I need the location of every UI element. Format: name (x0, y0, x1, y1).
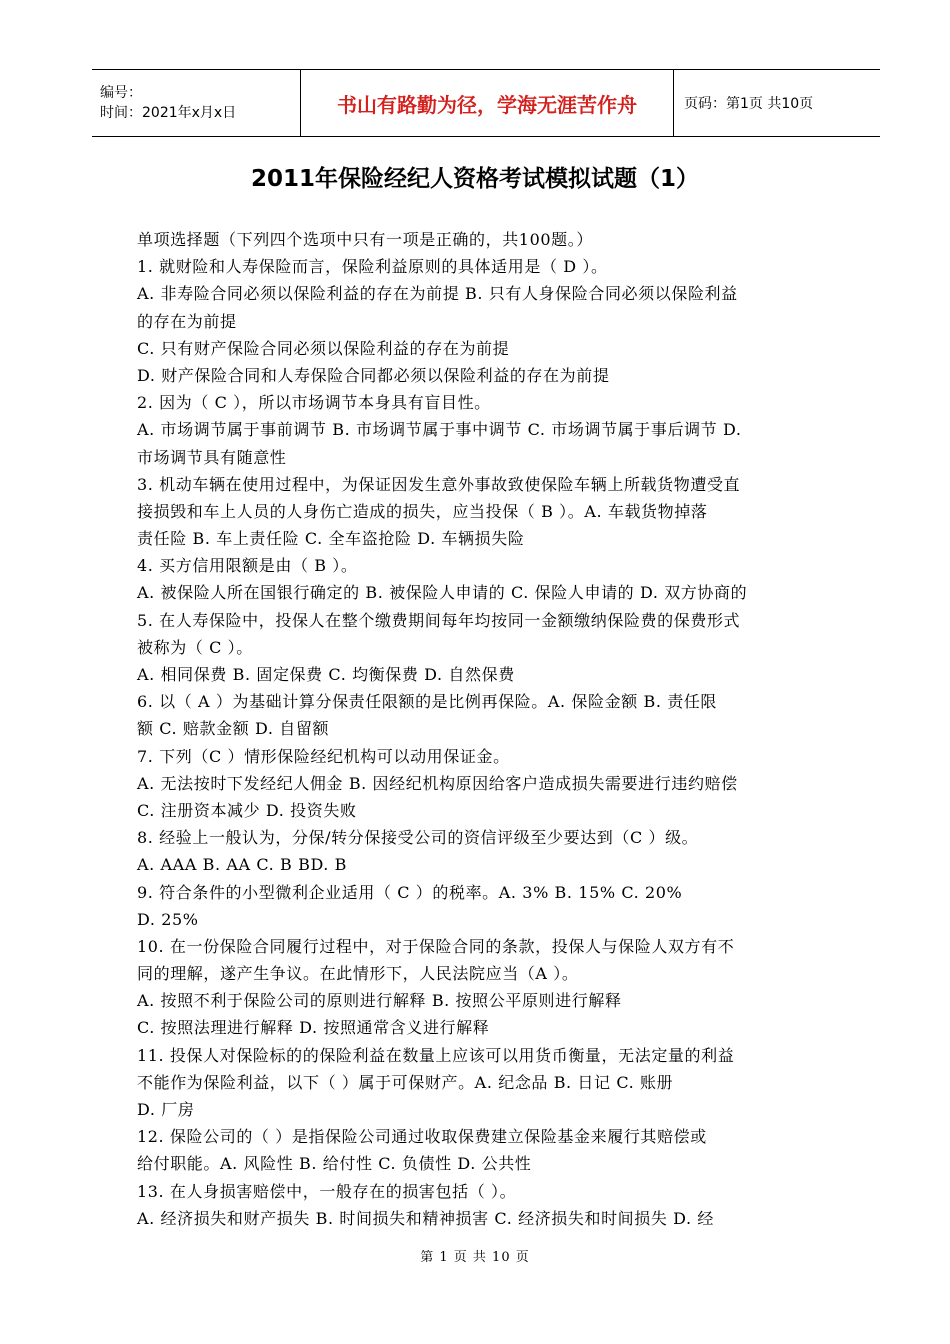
page-footer: 第 1 页 共 10 页 (420, 1250, 530, 1265)
text-line: C. 只有财产保险合同必须以保险利益的存在为前提 (137, 338, 510, 358)
text-line: C. 按照法理进行解释 D. 按照通常含义进行解释 (137, 1018, 490, 1038)
text-line: 7. 下列（C ）情形保险经纪机构可以动用保证金。 (137, 746, 510, 766)
text-line: A. 被保险人所在国银行确定的 B. 被保险人申请的 C. 保险人申请的 D. 双方协商的 (137, 583, 748, 603)
text-line: A. AAA B. AA C. B BD. B (137, 855, 348, 875)
text-line: A. 按照不利于保险公司的原则进行解释 B. 按照公平原则进行解释 (137, 991, 622, 1011)
text-line: 接损毁和车上人员的人身伤亡造成的损失，应当投保（ B ）。A. 车载货物掉落 (137, 501, 708, 521)
text-line: 被称为（ C ）。 (137, 637, 253, 657)
header-motto (300, 70, 674, 136)
motto-text: 书山有路勤为径，学海无涯苦作舟 (337, 92, 637, 117)
text-line: 10. 在一份保险合同履行过程中，对于保险合同的条款，投保人与保险人双方有不 (137, 936, 735, 956)
text-line: A. 相同保费 B. 固定保费 C. 均衡保费 D. 自然保费 (137, 665, 515, 684)
text-line: D. 25% (137, 909, 199, 929)
text-line: 11. 投保人对保险标的的保险利益在数量上应该可以用货币衡量，无法定量的利益 (137, 1045, 735, 1065)
text-line: 2. 因为（ C ），所以市场调节本身具有盲目性。 (137, 393, 491, 413)
text-line: 12. 保险公司的（ ）是指保险公司通过收取保费建立保险基金来履行其赔偿或 (137, 1127, 707, 1147)
text-line: C. 注册资本减少 D. 投资失败 (137, 800, 357, 820)
text-line: 同的理解，遂产生争议。在此情形下，人民法院应当（A ）。 (137, 964, 579, 984)
document-body (137, 226, 837, 1232)
text-line: 6. 以（ A ）为基础计算分保责任限额的是比例再保险。A. 保险金额 B. 责任限 (137, 692, 718, 712)
text-line: A. 市场调节属于事前调节 B. 市场调节属于事中调节 C. 市场调节属于事后调节 D. (137, 420, 742, 440)
page-header (92, 69, 880, 137)
text-line: 9. 符合条件的小型微利企业适用（ C ）的税率。A. 3% B. 15% C. 20% (137, 882, 683, 902)
text-line: 额 C. 赔款金额 D. 自留额 (137, 719, 330, 739)
text-line: 8. 经验上一般认为，分保/转分保接受公司的资信评级至少要达到（C ）级。 (137, 828, 699, 848)
time-label: 时间：2021年x月x日 (100, 105, 237, 121)
text-line: 3. 机动车辆在使用过程中，为保证因发生意外事故致使保险车辆上所载货物遭受直 (137, 474, 741, 494)
text-line: 不能作为保险利益，以下（ ）属于可保财产。A. 纪念品 B. 日记 C. 账册 (137, 1072, 674, 1092)
page-info-text: 页码：第1页 共10页 (684, 96, 814, 112)
document-title: 2011年保险经纪人资格考试模拟试题（1） (250, 166, 700, 192)
header-page-info (674, 70, 880, 136)
text-line: 给付职能。A. 风险性 B. 给付性 C. 负债性 D. 公共性 (137, 1154, 532, 1174)
text-line: 责任险 B. 车上责任险 C. 全车盗抢险 D. 车辆损失险 (137, 529, 525, 549)
header-meta (92, 70, 300, 136)
text-line: D. 厂房 (137, 1100, 195, 1119)
text-line: 单项选择题（下列四个选项中只有一项是正确的，共100题。） (137, 230, 593, 249)
text-line: A. 经济损失和财产损失 B. 时间损失和精神损害 C. 经济损失和时间损失 D. 经 (137, 1208, 714, 1228)
text-line: A. 无法按时下发经纪人佣金 B. 因经纪机构原因给客户造成损失需要进行违约赔偿 (137, 773, 738, 793)
text-line: 的存在为前提 (137, 311, 237, 331)
text-line: A. 非寿险合同必须以保险利益的存在为前提 B. 只有人身保险合同必须以保险利益 (137, 284, 738, 304)
text-line: 1. 就财险和人寿保险而言，保险利益原则的具体适用是（ D ）。 (137, 257, 608, 277)
text-line: 市场调节具有随意性 (137, 447, 287, 467)
text-line: 4. 买方信用限额是由（ B ）。 (137, 556, 358, 576)
text-line: 13. 在人身损害赔偿中，一般存在的损害包括（ ）。 (137, 1181, 517, 1201)
text-line: D. 财产保险合同和人寿保险合同都必须以保险利益的存在为前提 (137, 365, 610, 385)
text-line: 5. 在人寿保险中，投保人在整个缴费期间每年均按同一金额缴纳保险费的保费形式 (137, 610, 741, 630)
number-label: 编号： (100, 85, 142, 101)
